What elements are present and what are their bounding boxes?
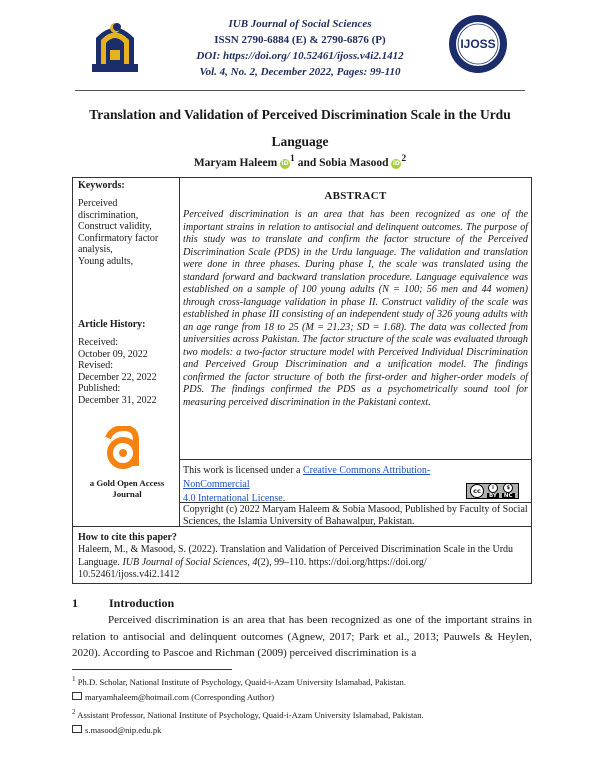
citation-volume: 4 [252, 556, 258, 568]
license-prefix: This work is licensed under a [183, 465, 303, 476]
author-2-affiliation: 2 [401, 153, 407, 164]
journal-issn: ISSN 2790-6884 (E) & 2790-6876 (P) [214, 34, 386, 46]
abstract-text: Perceived discrimination is an area that has been recognized as one of the important strains in relation to antisocial and delinquent outcomes. The purpose of this study was to translate and confirm the factor structure of the Perceived Discrimination Scale (PDS) in the Urdu language. The validation and translation were done in three phases. During phase I, the scale was translated using the standard forward and backward translation procedure. Language equivalence was established on a sample of 100 young adults (N = 100; 56 men and 44 women) through cross-language validation in phase II. Construct validity of the scale was established in phase III consisting of an independent study of 326 young adults with an age range from 18 to 25 (M = 21.23; SD = 1.68). The data was collected from universities across Pakistan. The factor structure of the scale was evaluated through two models: a two-factor structure model with Perceived Individual Discrimination and Perceived Group Discrimination and a unification model. The findings confirmed the factor structure of both the first-order and higher-order models of PDS. The findings confirmed the PDS as a psychometrically sound tool for measuring perceived discrimination in the Pakistani context. [183, 209, 528, 408]
cc-icon: cc [470, 484, 484, 498]
paper-title-line1: Translation and Validation of Perceived Discrimination Scale in the Urdu [89, 107, 511, 122]
by-icon: i [488, 483, 498, 493]
footnote-1-email[interactable]: maryamhaleem@hotmail.com (Corresponding Author) [85, 691, 275, 702]
copyright-box [179, 502, 532, 527]
footnote-2 [72, 706, 532, 721]
citation-pages-doi: (2), 99–110. https://doi.org/https://doi.org/ 10.52461/ijoss.v4i2.1412 [78, 556, 427, 580]
journal-volume: Vol. 4, No. 2, December 2022, Pages: 99-110 [199, 66, 401, 78]
article-info-box [72, 177, 180, 527]
authors-line [0, 153, 600, 169]
citation-text [78, 544, 528, 582]
footnote-1-email-line [72, 691, 532, 703]
keyword-item: Construct validity, [78, 221, 152, 232]
journal-doi: DOI: https://doi.org/ 10.52461/ijoss.v4i2.1412 [196, 50, 404, 62]
footnote-2-text: Assistant Professor, National Institute of Psychology, Quaid-i-Azam University Islamabad, Pakistan. [77, 709, 424, 720]
keyword-item: analysis, [78, 244, 113, 255]
open-access-icon [102, 426, 152, 471]
license-suffix: . [282, 493, 286, 504]
orcid-icon[interactable]: iD [281, 159, 289, 167]
section-title: Introduction [109, 596, 175, 610]
history-line: Revised: [78, 360, 113, 371]
citation-label: How to cite this paper? [78, 532, 177, 543]
citation-journal: IUB Journal of Social Sciences [122, 556, 248, 568]
article-history-list [78, 337, 178, 406]
orcid-icon[interactable]: iD [392, 159, 400, 167]
citation-box [72, 526, 532, 584]
history-line: Published: [78, 383, 121, 394]
journal-name: IUB Journal of Social Sciences [228, 18, 372, 30]
author-1: Maryam Haleem [193, 156, 278, 169]
license-box [179, 459, 532, 503]
footnote-2-email-line [72, 724, 532, 736]
open-access-line2: Journal [112, 489, 142, 499]
author-2: Sobia Masood [319, 156, 389, 169]
paper-title [60, 101, 540, 155]
introduction-text: Perceived discrimination is an area that has been recognized as one of the important strains in relation to antisocial and delinquent outcomes (Agnew, 2017; Park et al., 2013; Pauwels & Heylen, 2020). According to Pascoe and Richman (2009) perceived discrimination is a [72, 614, 532, 659]
license-link[interactable]: Creative Commons Attribution-NonCommercial [183, 465, 431, 490]
introduction-heading [72, 596, 174, 611]
section-number: 1 [72, 596, 78, 610]
article-history-label: Article History: [78, 319, 146, 330]
ijoss-logo-text: IJOSS [460, 37, 496, 51]
keywords-list [78, 198, 178, 267]
author-1-affiliation: 1 [290, 153, 295, 164]
license-text [183, 464, 483, 506]
nc-icon: $ [503, 483, 513, 493]
keyword-item: discrimination, [78, 209, 139, 221]
email-icon [72, 725, 82, 733]
footnotes [72, 673, 532, 736]
license-link-cont[interactable]: 4.0 International License [183, 493, 283, 504]
open-access-line1: a Gold Open Access [89, 478, 165, 488]
footnote-1-mark: 1 [72, 675, 76, 683]
footnote-divider [72, 669, 232, 670]
abstract-heading: ABSTRACT [324, 190, 387, 202]
ijoss-logo [448, 14, 508, 74]
history-line: October 09, 2022 [78, 348, 148, 360]
keyword-item: Confirmatory factor [78, 232, 159, 244]
citation-sep: , [247, 556, 253, 568]
citation-authors-title: Haleem, M., & Masood, S. (2022). Translation and Validation of Perceived Discrimination Scale in the Urdu Language. [78, 544, 514, 568]
paper-title-line2: Language [271, 134, 329, 149]
cc-nc-label: NC [503, 493, 513, 499]
keywords-label: Keywords: [78, 180, 125, 191]
keyword-item: Perceived [78, 198, 118, 209]
author-connector: and [297, 156, 317, 169]
keyword-item: Young adults, [78, 255, 134, 267]
copyright-text: Copyright (c) 2022 Maryam Haleem & Sobia Masood, Published by Faculty of Social Sciences, the Islamia University of Bahawalpur, Pakistan. [183, 504, 528, 527]
history-line: Received: [78, 337, 118, 348]
history-line: December 22, 2022 [78, 371, 157, 383]
header-divider [75, 90, 525, 91]
open-access-caption [75, 478, 179, 500]
email-icon [72, 692, 82, 700]
footnote-1 [72, 673, 532, 688]
footnote-2-email[interactable]: s.masood@nip.edu.pk [85, 724, 162, 735]
abstract-box [179, 177, 532, 460]
footnote-1-text: Ph.D. Scholar, National Institute of Psychology, Quaid-i-Azam University Islamabad, Pakistan. [77, 676, 406, 687]
cc-license-badge[interactable] [466, 480, 519, 499]
cc-by-label: BY [489, 493, 497, 499]
history-line: December 31, 2022 [78, 394, 157, 406]
footnote-2-mark: 2 [72, 707, 76, 716]
